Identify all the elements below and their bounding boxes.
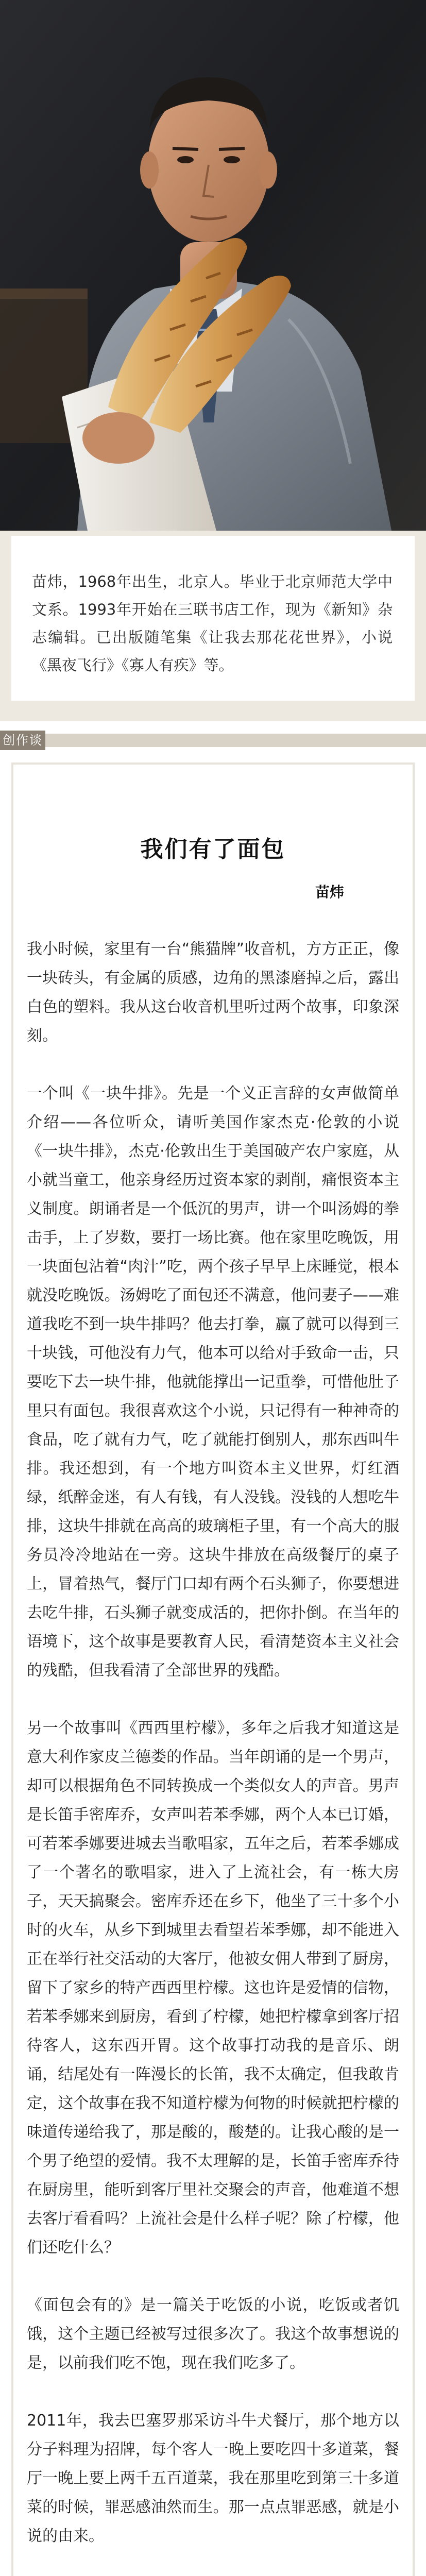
article-paragraph: 另一个故事叫《西西里柠檬》，多年之后我才知道这是意大利作家皮兰德娄的作品。当年朗诵的是一个男声，却可以根据角色不同转换成一个类似女人的声音。男声是长笛手密库乔，女声叫若苯季娜，两个人本已订婚，可若苯季娜要进城去当歌唱家，五年之后，若苯季娜成了一个著名的歌唱家，进入了上流社会，有一栋大房子，天天搞聚会。密库乔还在乡下，他坐了三十多个小时的火车，从乡下到城里去看望若苯季娜，却不能进入正在举行社交活动的大客厅，他被女佣人带到了厨房，留下了家乡的特产西西里柠檬。这也许是爱情的信物，若苯季娜来到厨房，看到了柠檬，她把柠檬拿到客厅招待客人，这东西开胃。这个故事打动我的是音乐、朗诵，结尾处有一阵漫长的长笛，我不太确定，但我敢肯定，这个故事在我不知道柠檬为何物的时候就把柠檬的味道传递给我了，那是酸的，酸楚的。让我心酸的是一个男子绝望的爱情。我不太理解的是，长笛手密库乔待在厨房里，能听到客厅里社交聚会的声音，他难道不想去客厅看看吗？上流社会是什么样子呢？除了柠檬，他们还吃什么？	[27, 1719, 399, 2257]
article-body	[27, 935, 399, 2576]
section-divider	[0, 734, 426, 747]
article-paragraph: 我小时候，家里有一台“熊猫牌”收音机，方方正正，像一块砖头，有金属的质感，边角的黑漆磨掉之后，露出白色的塑料。我从这台收音机里听过两个故事，印象深刻。	[27, 940, 399, 1045]
author-bio-text: 苗炜，1968年出生，北京人。毕业于北京师范大学中文系。1993年开始在三联书店工作，现为《新知》杂志编辑。已出版随笔集《让我去那花花世界》，小说《黑夜飞行》《寡人有疾》等。	[32, 573, 393, 674]
author-portrait-photo	[0, 0, 426, 531]
article-paragraph: 2011年，我去巴塞罗那采访斗牛犬餐厅，那个地方以分子料理为招牌，每个客人一晚上要吃四十多道菜，餐厅一晚上要上两千五百道菜，我在那里吃到第三十多道菜的时候，罪恶感油然而生。那一点点罪恶感，就是小说的由来。	[27, 2412, 399, 2545]
portrait-illustration	[0, 0, 426, 531]
author-bio-card	[11, 536, 415, 701]
article-paragraph: 一个叫《一块牛排》。先是一个义正言辞的女声做简单介绍——各位听众，请听美国作家杰克·伦敦的小说《一块牛排》，杰克·伦敦出生于美国破产农户家庭，从小就当童工，他亲身经历过资本家的剥削，痛恨资本主义制度。朗诵者是一个低沉的男声，讲一个叫汤姆的拳击手，上了岁数，要打一场比赛。他在家里吃晚饭，用一块面包沾着“肉汁”吃，两个孩子早早上床睡觉，根本就没吃晚饭。汤姆吃了面包还不满意，他问妻子——难道我吃不到一块牛排吗？他去打拳，赢了就可以得到三十块钱，可他没有力气，他本可以给对手致命一击，只要吃下去一块牛排，他就能撑出一记重拳，可惜他肚子里只有面包。我很喜欢这个小说，只记得有一种神奇的食品，吃了就有力气，吃了就能打倒别人，那东西叫牛排。我还想到，有一个地方叫资本主义世界，灯红酒绿，纸醉金迷，有人有钱，有人没钱。没钱的人想吃牛排，这块牛排就在高高的玻璃柜子里，有一个高大的服务员冷冷地站在一旁。这块牛排放在高级餐厅的桌子上，冒着热气，餐厅门口却有两个石头狮子，你要想进去吃牛排，石头狮子就变成活的，把你扑倒。在当年的语境下，这个故事是要教育人民，看清楚资本主义社会的残酷，但我看清了全部世界的残酷。	[27, 1084, 399, 1680]
article-paragraph: 《面包会有的》是一篇关于吃饭的小说，吃饭或者饥饿，这个主题已经被写过很多次了。我这个故事想说的是，以前我们吃不饱，现在我们吃多了。	[27, 2296, 399, 2372]
section-tag: 创作谈	[0, 731, 45, 750]
article-author: 苗炜	[315, 884, 344, 901]
article-title: 我们有了面包	[140, 836, 286, 862]
